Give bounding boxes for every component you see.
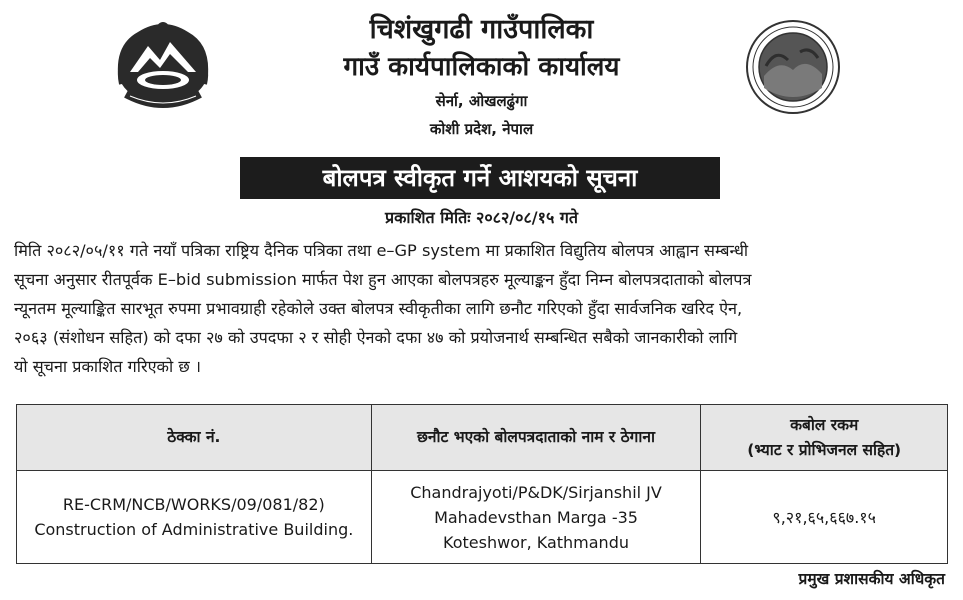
bidder-line-3: Koteshwor, Kathmandu [443, 532, 629, 552]
cell-contract [17, 471, 372, 564]
header-amount-line2: (भ्याट र प्रोभिजनल सहित) [747, 440, 902, 459]
published-date: प्रकाशित मितिः २०८२/०८/१५ गते [385, 208, 578, 227]
header-amount [701, 405, 948, 471]
body-line: न्यूनतम मूल्याङ्कित सारभूत रुपमा प्रभावग्राही रहेकोले उक्त बोलपत्र स्वीकृतीका लागि छनौट गरिएको हुँदा सार्वजनिक खरिद ऐन, [14, 299, 743, 318]
body-line: मिति २०८२/०५/११ गते नयाँ पत्रिका राष्ट्रिय दैनिक पत्रिका तथा e–GP system मा प्रकाशित विद्युतिय बोलपत्र आह्वान सम्बन्धी [14, 241, 749, 260]
body-line: सूचना अनुसार रीतपूर्वक E–bid submission मार्फत पेश हुन आएका बोलपत्रहरु मूल्याङ्कन हुँदा निम्न बोलपत्रदाताको बोलपत्र [14, 270, 752, 289]
notice-title: बोलपत्र स्वीकृत गर्ने आशयको सूचना [240, 157, 720, 199]
contract-line-2: Construction of Administrative Building. [34, 520, 354, 539]
table-header-row [17, 405, 948, 471]
contract-line-1: RE-CRM/NCB/WORKS/09/081/82) [62, 495, 325, 514]
body-line: यो सूचना प्रकाशित गरिएको छ । [14, 357, 201, 376]
office-name: गाउँ कार्यपालिकाको कार्यालय [343, 52, 620, 82]
cell-amount: ९,२१,६५,६६७.१५ [701, 471, 948, 564]
bidder-line-2: Mahadevsthan Marga -35 [434, 507, 638, 527]
bidder-line-1: Chandrajyoti/P&DK/Sirjanshil JV [410, 482, 662, 502]
bid-table [16, 404, 948, 564]
table-row [17, 471, 948, 564]
header-amount-line1: कबोल रकम [790, 415, 859, 434]
cell-bidder [371, 471, 701, 564]
signatory: प्रमुख प्रशासकीय अधिकृत [798, 570, 945, 588]
address-line-1: सेर्ना, ओखलढुंगा [435, 92, 528, 110]
body-line: २०६३ (संशोधन सहित) को दफा २७ को उपदफा २ र सोही ऐनको दफा ४७ को प्रयोजनार्थ सम्बन्धित सबैको जानकारीको लागि [14, 328, 738, 347]
notice-body [14, 236, 948, 381]
org-name: चिशंखुगढी गाउँपालिका [369, 14, 594, 45]
header-contract-no: ठेक्का नं. [17, 405, 372, 471]
header-bidder: छनौट भएको बोलपत्रदाताको नाम र ठेगाना [371, 405, 701, 471]
address-line-2: कोशी प्रदेश, नेपाल [429, 120, 534, 138]
